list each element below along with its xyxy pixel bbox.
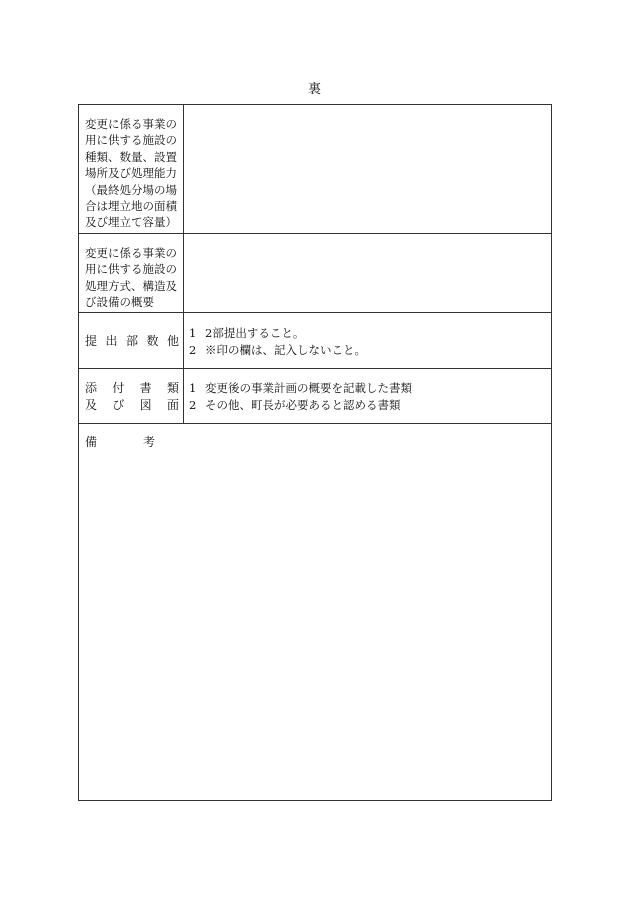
submission-copies-label: 提出部数他 [85,334,179,348]
processing-method-label: 変更に係る事業の 用に供する施設の 処理方式、構造及 び設備の概要 [85,246,177,310]
remarks-row[interactable] [79,424,551,800]
submission-copies-row [79,313,551,369]
submission-copies-content-cell [184,313,551,368]
submission-copies-label-cell [79,313,184,368]
attachments-row [79,369,551,424]
list-item [189,325,366,342]
attachments-content-cell [184,369,551,423]
item-number: 1 [189,381,197,395]
remarks-label: 備考 [85,435,155,449]
processing-method-input-cell[interactable] [184,234,551,312]
attachments-label-cell [79,369,184,423]
processing-method-label-cell [79,234,184,312]
page-heading: 裏 [307,82,322,97]
attachments-list [189,380,412,413]
item-text: 変更後の事業計画の概要を記載した書類 [205,381,412,395]
submission-notes-list [189,325,366,358]
attachments-label-line-2: 及び図面 [85,398,179,412]
item-text: 2部提出すること。 [205,326,305,340]
item-number: 1 [189,326,197,340]
list-item [189,380,412,397]
processing-method-row [79,234,551,313]
attachments-label-line-1: 添付書類 [85,381,179,395]
item-number: 2 [189,397,197,412]
facility-type-label: 変更に係る事業の 用に供する施設の 種類、数量、設置 場所及び処理能力 （最終処分場の場 合は埋立地の面積 及び埋立て容量） [85,117,177,230]
item-text: ※印の欄は、記入しないこと。 [205,342,366,357]
item-number: 2 [189,342,197,357]
facility-type-row [79,105,551,234]
form-table [78,104,552,801]
facility-type-input-cell[interactable] [184,105,551,233]
item-text: その他、町長が必要あると認める書類 [205,397,401,412]
list-item [189,397,412,414]
list-item [189,342,366,359]
facility-type-label-cell [79,105,184,233]
